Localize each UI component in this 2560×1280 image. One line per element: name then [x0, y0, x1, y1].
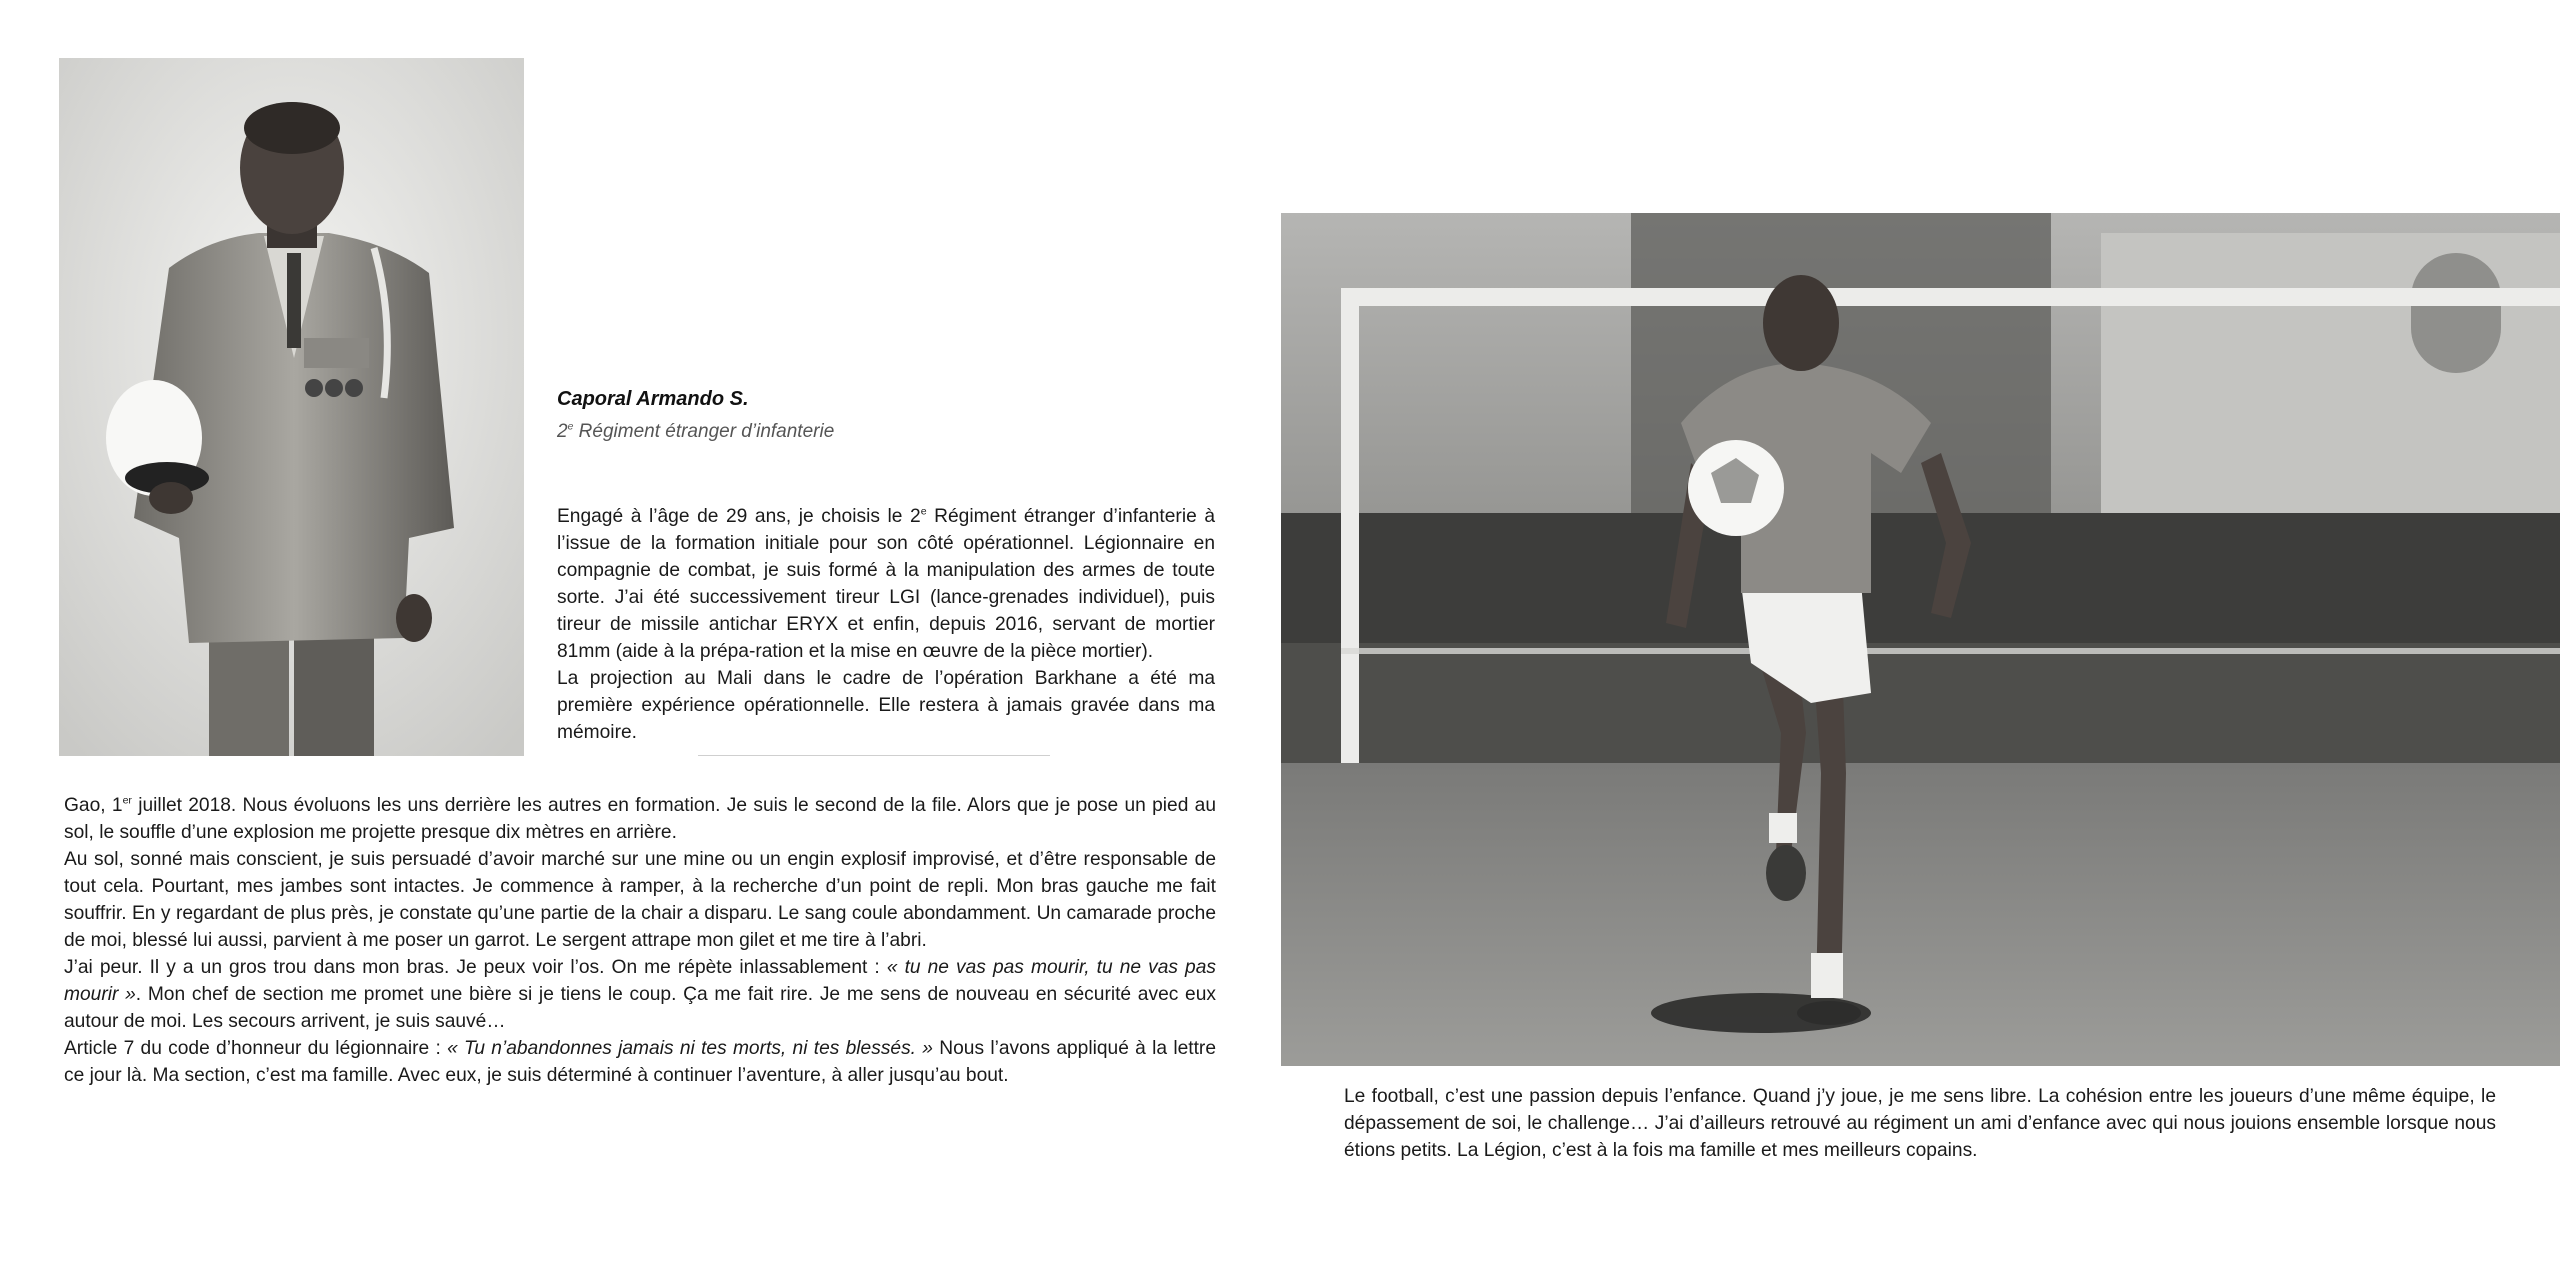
story-paragraph-4: Article 7 du code d’honneur du légionnaire : « Tu n’abandonnes jamais ni tes morts, ni tes blessés. » Nous l’avons appliqué à la lettre ce jour là. Ma section, c’est ma famille. Avec eux, je suis déterminé à continuer l’aventure, à aller jusqu’au bout. — [64, 1038, 1216, 1086]
story-paragraph-1: Gao, 1er juillet 2018. Nous évoluons les uns derrière les autres en formation. Je suis le second de la file. Alors que je pose un pied au sol, le souffle d’une explosion me projette presque dix mètres en arrière. — [64, 794, 1216, 843]
photo-caption: Le football, c’est une passion depuis l’enfance. Quand j’y joue, je me sens libre. La cohésion entre les joueurs d’une même équipe, le dépassement de soi, le challenge… J’ai d’ailleurs retrouvé au régiment un ami d’enfance avec qui nous jouions ensemble lorsque nous étions petits. La Légion, c’est à la fois ma famille et mes meilleurs copains. — [1344, 1086, 2496, 1161]
story-paragraph-3: J’ai peur. Il y a un gros trou dans mon bras. Je peux voir l’os. On me répète inlassablement : « tu ne vas pas mourir, tu ne vas pas mourir ». Mon chef de section me promet une bière si je tiens le coup. Ça me fait rire. Je me sens de nouveau en sécurité avec eux autour de moi. Les secours arrivent, je suis sauvé… — [64, 957, 1216, 1032]
football-illustration — [1281, 213, 2560, 1066]
intro-paragraph-1: Engagé à l’âge de 29 ans, je choisis le 2e Régiment étranger d’infanterie à l’issue de la formation initiale pour son côté opérationnel. Légionnaire en compagnie de combat, je suis formé à la manipulation des armes de toute sorte. J’ai été successivement tireur LGI (lance-grenades individuel), puis tireur de missile antichar ERYX et enfin, depuis 2016, servant de mortier 81mm (aide à la prépa-ration et la mise en œuvre de la pièce mortier). — [557, 505, 1216, 662]
intro-paragraph-2: La projection au Mali dans le cadre de l’opération Barkhane a été ma première expérience opérationnelle. Elle restera à jamais gravée dans ma mémoire. — [557, 668, 1215, 743]
portrait-photo — [59, 58, 524, 756]
regiment-name: 2e Régiment étranger d’infanterie — [557, 421, 835, 442]
divider — [698, 755, 1050, 756]
story-paragraph-2: Au sol, sonné mais conscient, je suis persuadé d’avoir marché sur une mine ou un engin explosif improvisé, et d’être responsable de tout cela. Pourtant, mes jambes sont intactes. Je commence à ramper, à la recherche d’un point de repli. Mon bras gauche me fait souffrir. En y regardant de plus près, je constate qu’une partie de la chair a disparu. Le sang coule abondamment. Un camarade proche de moi, blessé lui aussi, parvient à me poser un garrot. Le sergent attrape mon gilet et me tire à l’abri. — [64, 849, 1216, 951]
story-text — [64, 792, 1216, 1089]
portrait-illustration — [59, 58, 524, 756]
soldier-name: Caporal Armando S. — [557, 388, 749, 410]
intro-text — [557, 503, 1215, 746]
football-photo — [1281, 213, 2560, 1066]
